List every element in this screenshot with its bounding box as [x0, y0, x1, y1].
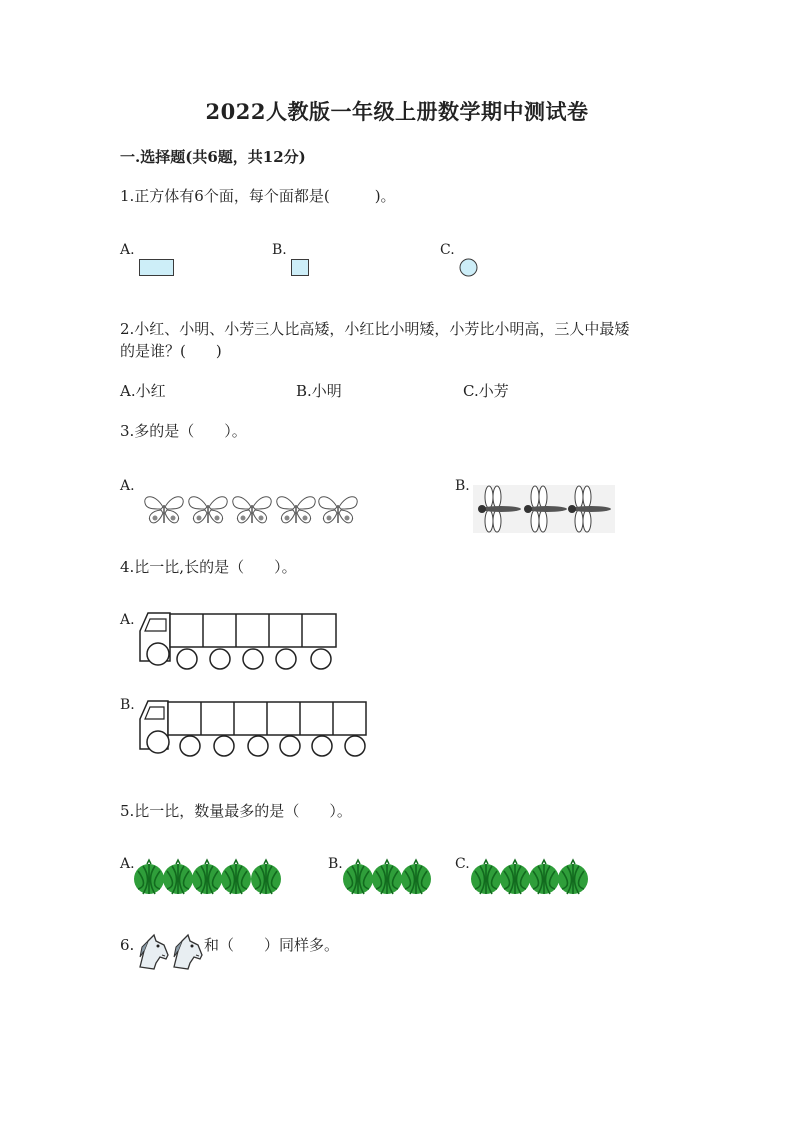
- q3-option-b-label: B.: [455, 478, 470, 494]
- watermelon-icon: [192, 860, 222, 894]
- q1-option-a-label: A.: [120, 242, 135, 258]
- q2-option-a: A.小红: [120, 382, 166, 400]
- watermelons-group-c: [471, 858, 593, 896]
- q5-option-a-label: A.: [120, 856, 135, 872]
- watermelon-icon: [471, 860, 501, 894]
- horse-head-icon: [140, 935, 168, 969]
- page-title: 2022人教版一年级上册数学期中测试卷: [205, 99, 589, 124]
- watermelon-icon: [251, 860, 281, 894]
- circle-shape-icon: [459, 258, 479, 278]
- horse-head-icon: [174, 935, 202, 969]
- square-shape-icon: [291, 259, 311, 277]
- rectangle-shape-icon: [139, 259, 175, 277]
- butterfly-icon: [233, 497, 271, 523]
- section-heading: 一.选择题(共6题，共12分): [120, 148, 306, 166]
- watermelon-icon: [343, 860, 373, 894]
- butterfly-icon: [277, 497, 315, 523]
- watermelon-icon: [221, 860, 251, 894]
- watermelon-icon: [163, 860, 193, 894]
- question-2-line2: 的是谁？( ): [120, 342, 222, 360]
- butterfly-icon: [189, 497, 227, 523]
- question-6-number: 6.: [120, 936, 135, 954]
- question-4-text: 4.比一比,长的是（ ）。: [120, 558, 297, 576]
- question-5-text: 5.比一比，数量最多的是（ ）。: [120, 802, 352, 820]
- watermelon-icon: [134, 860, 164, 894]
- q4-option-a-label: A.: [120, 612, 135, 628]
- q1-option-b-label: B.: [272, 242, 287, 258]
- q2-option-b: B.小明: [296, 382, 342, 400]
- q3-option-a-label: A.: [120, 478, 135, 494]
- truck-icon: [138, 699, 370, 759]
- q2-option-c: C.小芳: [463, 382, 509, 400]
- watermelon-icon: [401, 860, 431, 894]
- q5-option-b-label: B.: [328, 856, 343, 872]
- watermelons-group-b: [343, 858, 437, 896]
- watermelon-icon: [500, 860, 530, 894]
- butterfly-icon: [319, 497, 357, 523]
- question-3-text: 3.多的是（ ）。: [120, 422, 247, 440]
- dragonflies-group: [473, 485, 615, 533]
- butterflies-group: [143, 487, 363, 533]
- watermelon-icon: [529, 860, 559, 894]
- question-2-line1: 2.小红、小明、小芳三人比高矮，小红比小明矮，小芳比小明高，三人中最矮: [120, 320, 630, 338]
- q1-option-c-label: C.: [440, 242, 455, 258]
- horses-group: [134, 933, 204, 971]
- watermelons-group-a: [134, 858, 284, 896]
- question-1-text: 1.正方体有6个面，每个面都是( )。: [120, 187, 396, 205]
- q5-option-c-label: C.: [455, 856, 470, 872]
- q4-option-b-label: B.: [120, 697, 135, 713]
- watermelon-icon: [558, 860, 588, 894]
- question-6-text: 和（ ）同样多。: [204, 936, 340, 954]
- butterfly-icon: [145, 497, 183, 523]
- truck-icon: [138, 611, 340, 671]
- watermelon-icon: [372, 860, 402, 894]
